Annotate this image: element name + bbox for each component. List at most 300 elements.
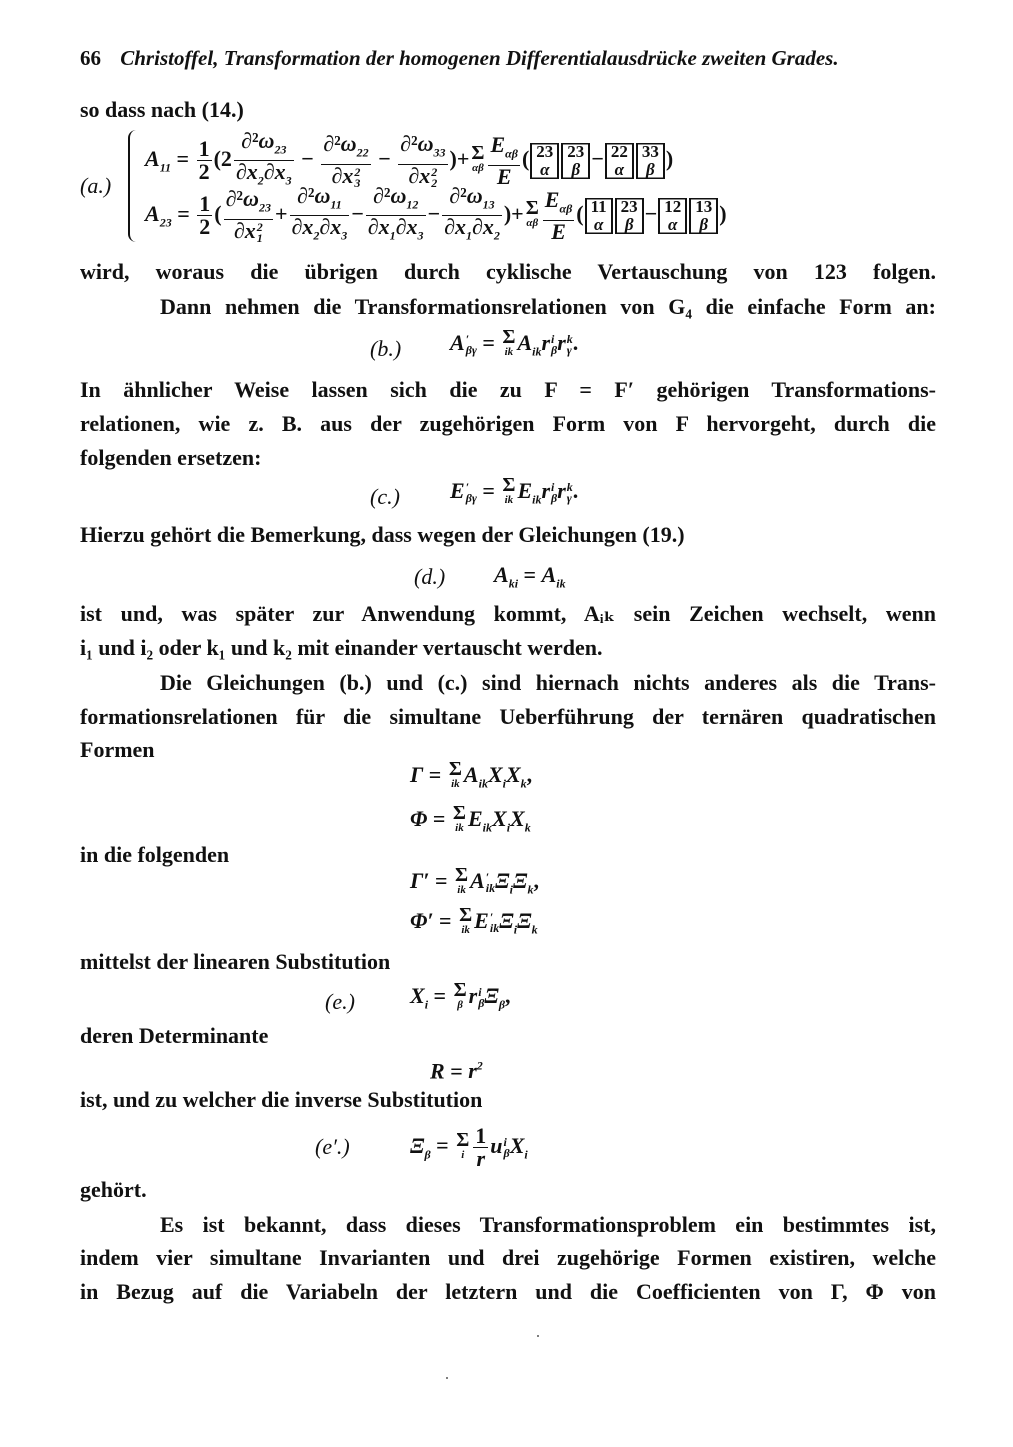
scan-speck xyxy=(537,1335,539,1337)
math-text: ∂² xyxy=(297,183,315,208)
variable-name: x xyxy=(274,159,286,185)
math-text: 2 xyxy=(199,214,211,240)
superscript: ′ xyxy=(489,910,494,924)
math-variable xyxy=(410,868,429,893)
variable-name: x xyxy=(342,162,354,188)
subscript: k xyxy=(527,882,534,897)
math-variable xyxy=(274,159,292,188)
math-variable xyxy=(454,214,472,243)
math-variable xyxy=(468,1058,483,1083)
subscript: ik xyxy=(532,492,542,507)
equation-label-c: (c.) xyxy=(370,484,400,509)
text-line: i₁ und i₂ oder k₁ und k₂ mit einander vertauscht werden. xyxy=(80,635,603,660)
subscript: γ xyxy=(566,491,572,505)
math-text: ∂ xyxy=(331,162,343,188)
math-variable xyxy=(490,132,518,161)
math-text: ( xyxy=(214,200,222,226)
math-text: = xyxy=(430,1132,455,1158)
math-variable xyxy=(482,214,500,243)
christoffel-symbol xyxy=(689,198,718,234)
subscript: β xyxy=(498,997,506,1012)
math-text: ∂ xyxy=(235,159,247,185)
math-text: ∂² xyxy=(372,183,391,208)
math-variable xyxy=(463,762,488,791)
equation-phi xyxy=(410,802,531,840)
math-variable xyxy=(466,183,495,212)
variable-name: A xyxy=(450,330,465,356)
symbol-top: 12 xyxy=(664,196,682,216)
summation xyxy=(502,326,516,360)
math-text: , xyxy=(505,983,511,1009)
variable-name: Ξ xyxy=(499,908,514,934)
sigma-symbol: Σ xyxy=(471,141,485,164)
math-variable xyxy=(340,131,369,160)
symbol-bottom: α xyxy=(540,159,550,179)
subscript: 22 xyxy=(356,145,369,160)
math-variable xyxy=(541,562,566,591)
subscript: 33 xyxy=(433,145,446,160)
math-variable xyxy=(510,806,531,835)
subscript: γ xyxy=(566,343,572,357)
fraction xyxy=(488,134,519,187)
equation-label-b: (b.) xyxy=(370,336,402,361)
scan-speck xyxy=(446,1377,448,1379)
math-text: = xyxy=(518,562,542,587)
subscript: i xyxy=(509,882,513,897)
subscript: β xyxy=(424,1146,431,1161)
subscript: k xyxy=(531,922,538,937)
math-variable xyxy=(541,478,557,503)
subscript: β xyxy=(551,343,558,357)
symbol-top: 22 xyxy=(610,141,628,161)
math-text: (2 xyxy=(213,145,232,171)
variable-name: E xyxy=(450,478,465,504)
variable-name: ω xyxy=(314,183,331,208)
numerator xyxy=(290,185,350,216)
subscript: β xyxy=(551,491,558,505)
math-text: = xyxy=(428,983,452,1009)
text-line: In ähnlicher Weise lassen sich die zu F = F′ gehörigen Transformations- xyxy=(80,377,936,402)
subscript: ik xyxy=(482,820,493,835)
math-variable xyxy=(487,762,506,791)
variable-name: r xyxy=(468,983,478,1009)
summation-index: ik xyxy=(455,822,464,834)
variable-name: E xyxy=(544,187,560,213)
subscript: 23 xyxy=(258,200,271,215)
math-text: ∂ xyxy=(233,217,245,243)
text-line: Die Gleichungen (b.) und (c.) sind hiernach nichts anderes als die Trans- xyxy=(160,670,936,695)
text-line: formationsrelationen für die simultane Ueberführung der ternären quadratischen xyxy=(80,704,936,729)
text-line: in Bezug auf die Variabeln der letztern und die Coefficienten von Γ, Φ von xyxy=(80,1279,936,1304)
math-text: = xyxy=(171,200,196,226)
text-line: mittelst der linearen Substitution xyxy=(80,949,391,974)
variable-name: x xyxy=(454,214,466,240)
text-line: ist, und zu welcher die inverse Substitution xyxy=(80,1087,483,1112)
fraction xyxy=(398,133,447,188)
math-variable xyxy=(499,908,518,937)
math-variable xyxy=(469,983,485,1008)
symbol-bottom: β xyxy=(624,214,634,234)
page-number: 66 xyxy=(80,46,101,70)
summation-index: αβ xyxy=(472,161,484,174)
equation-r xyxy=(430,1053,483,1084)
variable-name: x xyxy=(330,214,342,240)
math-text: − xyxy=(295,145,320,171)
variable-name: E xyxy=(517,478,533,504)
subscript: i xyxy=(506,820,511,835)
equation-gamma-prime xyxy=(410,864,540,902)
fraction xyxy=(473,1125,488,1170)
variable-name: X xyxy=(487,762,503,788)
sigma-symbol: Σ xyxy=(456,1128,470,1151)
math-variable xyxy=(470,868,495,893)
superscript: 2 xyxy=(476,1059,483,1073)
variable-name: A xyxy=(463,762,479,788)
subscript: 3 xyxy=(285,173,292,188)
superscript: k xyxy=(566,480,573,494)
math-variable xyxy=(551,219,566,244)
equation-e xyxy=(410,979,511,1017)
equation-gamma xyxy=(410,758,533,796)
math-variable xyxy=(484,983,506,1012)
math-variable xyxy=(145,145,172,175)
variable-name: A xyxy=(145,145,160,171)
variable-name: ω xyxy=(466,183,483,208)
summation-index: i xyxy=(461,1148,465,1161)
math-variable xyxy=(410,762,423,787)
math-text: 1 xyxy=(475,1123,487,1148)
numerator xyxy=(234,130,294,161)
math-variable xyxy=(430,1058,445,1083)
math-variable xyxy=(517,330,542,359)
symbol-bottom: α xyxy=(668,214,678,234)
text-line: so dass nach (14.) xyxy=(80,97,244,122)
math-variable xyxy=(410,806,427,831)
christoffel-symbol xyxy=(605,143,634,179)
subscript: 1 xyxy=(465,228,472,243)
text-line: folgenden ersetzen: xyxy=(80,445,262,470)
summation xyxy=(453,979,467,1013)
sigma-symbol: Σ xyxy=(459,904,473,926)
variable-name: x xyxy=(246,159,258,185)
equation-label-d: (d.) xyxy=(414,564,446,589)
math-text: = xyxy=(427,806,451,832)
variable-name: X xyxy=(509,1132,525,1158)
math-variable xyxy=(557,478,573,503)
math-text: = xyxy=(476,478,501,504)
symbol-bottom: α xyxy=(614,159,625,179)
math-variable xyxy=(406,214,424,243)
fraction xyxy=(234,130,294,192)
indices xyxy=(466,482,477,504)
summation xyxy=(456,1128,470,1163)
subscript: i xyxy=(424,997,429,1012)
numerator xyxy=(197,138,212,161)
variable-name: x xyxy=(406,214,418,240)
math-text: = xyxy=(171,145,195,171)
math-text: − xyxy=(591,145,604,171)
math-text: )+ xyxy=(449,145,470,171)
variable-name: x xyxy=(244,217,256,243)
math-variable xyxy=(342,163,360,188)
subscript: βγ xyxy=(465,491,477,505)
text-line: relationen, wie z. B. aus der zugehörigen Form von F hervorgeht, durch die xyxy=(80,411,936,436)
subscript: 2 xyxy=(431,175,438,190)
variable-name: Ξ xyxy=(495,868,510,894)
variable-name: A xyxy=(470,868,485,894)
christoffel-symbol xyxy=(636,143,665,179)
math-variable xyxy=(495,868,513,897)
math-text: ∂ xyxy=(263,159,275,185)
superscript: k xyxy=(566,332,573,346)
math-variable xyxy=(410,1132,431,1161)
numerator xyxy=(321,133,370,164)
superscript: 2 xyxy=(354,164,361,179)
symbol-bottom: β xyxy=(645,159,655,179)
sigma-symbol: Σ xyxy=(502,326,516,348)
math-text: = xyxy=(433,908,458,934)
math-variable xyxy=(494,562,519,591)
subscript: 11 xyxy=(159,160,172,175)
subscript: k xyxy=(524,820,531,835)
equation-c xyxy=(450,474,579,512)
math-variable xyxy=(410,908,434,933)
math-variable xyxy=(544,187,573,216)
fraction xyxy=(224,188,273,243)
summation xyxy=(525,196,539,231)
math-variable xyxy=(490,1133,509,1158)
variable-name: ω xyxy=(243,186,259,212)
math-text: . xyxy=(572,330,579,356)
math-text: ( xyxy=(521,145,530,171)
math-variable xyxy=(330,214,348,243)
christoffel-symbol xyxy=(585,198,613,234)
subscript: ik xyxy=(556,576,566,591)
math-text: − xyxy=(372,145,397,171)
superscript: ′ xyxy=(465,480,470,494)
summation-index: β xyxy=(457,999,463,1011)
superscript: i xyxy=(551,332,555,346)
equation-label-e-prime: (e′.) xyxy=(315,1134,350,1159)
math-variable xyxy=(492,806,511,835)
variable-name: X xyxy=(505,762,521,788)
subscript: i xyxy=(502,776,506,791)
math-variable xyxy=(517,478,542,507)
math-variable xyxy=(302,214,320,243)
math-variable xyxy=(513,868,534,897)
summation xyxy=(502,474,516,508)
math-text: 2 xyxy=(198,159,210,185)
variable-name: Γ xyxy=(410,762,424,788)
symbol-top: 33 xyxy=(641,141,659,161)
text-line: Formen xyxy=(80,737,155,762)
denominator xyxy=(543,218,574,244)
superscript: 2 xyxy=(431,164,438,179)
superscript: ′ xyxy=(465,332,470,346)
superscript: i xyxy=(478,985,482,999)
subscript: k xyxy=(520,776,527,791)
math-variable xyxy=(417,131,446,160)
equation-e-prime xyxy=(410,1125,528,1170)
math-text: + xyxy=(274,200,288,226)
sigma-symbol: Σ xyxy=(453,979,467,1001)
math-text: ∂² xyxy=(323,131,341,157)
variable-name: E xyxy=(467,806,483,832)
variable-name: ω xyxy=(390,183,407,208)
subscript: 2 xyxy=(493,228,500,243)
variable-name: X xyxy=(510,806,525,832)
sigma-symbol: Σ xyxy=(452,802,466,824)
variable-name: ω xyxy=(258,128,275,153)
variable-name: R xyxy=(430,1058,445,1084)
text-line: wird, woraus die übrigen durch cyklische Vertauschung von 123 folgen. xyxy=(80,259,936,284)
equation-label-e: (e.) xyxy=(325,989,355,1014)
symbol-top: 11 xyxy=(590,196,607,216)
math-variable xyxy=(505,762,527,791)
math-text: ∂² xyxy=(400,131,418,157)
text-line: deren Determinante xyxy=(80,1023,269,1048)
variable-name: r xyxy=(541,478,551,504)
equation-d xyxy=(494,562,566,596)
math-text: 1 xyxy=(198,136,210,162)
variable-name: Ξ xyxy=(484,983,499,1009)
variable-name: r xyxy=(468,1058,477,1084)
denominator xyxy=(442,216,502,246)
numerator xyxy=(488,134,519,165)
math-variable xyxy=(246,159,264,188)
superscript: i xyxy=(503,1134,507,1149)
variable-name: r xyxy=(476,1146,486,1171)
math-text: ∂² xyxy=(225,186,244,212)
summation-index: ik xyxy=(457,884,466,896)
subscript: 3 xyxy=(417,228,424,243)
math-text: )+ xyxy=(503,200,524,226)
fraction xyxy=(197,138,212,183)
variable-name: r xyxy=(541,330,551,356)
text-line: Hierzu gehört die Bemerkung, dass wegen der Gleichungen (19.) xyxy=(80,522,685,547)
christoffel-symbol xyxy=(615,198,644,234)
indices xyxy=(490,912,499,934)
math-text: ) xyxy=(719,200,727,226)
summation-index: ik xyxy=(451,778,460,790)
variable-name: Ξ xyxy=(513,868,528,894)
numerator xyxy=(224,188,273,219)
numerator xyxy=(473,1125,488,1148)
summation xyxy=(455,864,469,898)
text-line: gehört. xyxy=(80,1177,147,1202)
symbol-bottom: β xyxy=(699,214,709,234)
subscript: ik xyxy=(478,776,488,791)
math-text: − xyxy=(351,200,364,226)
subscript: β xyxy=(503,1145,510,1160)
symbol-bottom: α xyxy=(593,214,604,234)
subscript: 12 xyxy=(406,197,419,212)
math-text: 1 xyxy=(199,191,211,217)
subscript: i xyxy=(524,1146,528,1161)
indices xyxy=(256,219,263,245)
math-text: , xyxy=(533,868,540,894)
subscript: ki xyxy=(508,576,519,591)
superscript: ′ xyxy=(485,870,490,884)
variable-name: x xyxy=(419,162,431,188)
variable-name: r xyxy=(557,330,566,356)
subscript: αβ xyxy=(559,201,573,216)
math-text: = xyxy=(444,1058,469,1084)
math-text: . xyxy=(572,478,579,504)
variable-name: x xyxy=(302,214,314,240)
variable-name: ω xyxy=(417,131,434,157)
math-variable xyxy=(467,806,493,835)
variable-name: Φ xyxy=(410,806,428,832)
math-variable xyxy=(390,183,419,212)
math-text: = xyxy=(429,868,454,894)
subscript: ik xyxy=(485,881,496,895)
variable-name: X xyxy=(492,806,507,832)
math-text: = xyxy=(476,330,501,356)
math-variable xyxy=(477,1146,486,1171)
subscript: 2 xyxy=(313,228,320,243)
superscript: 2 xyxy=(256,219,263,234)
math-text: ∂ xyxy=(444,214,455,240)
sigma-symbol: Σ xyxy=(455,864,469,886)
math-variable xyxy=(474,908,499,933)
math-variable xyxy=(314,183,342,212)
text-line: indem vier simultane Invarianten und drei zugehörige Formen existiren, welche xyxy=(80,1245,936,1270)
variable-name: E xyxy=(474,908,489,934)
variable-name: X xyxy=(410,983,425,1009)
subscript: 13 xyxy=(482,197,495,212)
variable-name: A xyxy=(541,562,557,587)
summation xyxy=(459,904,473,938)
fraction xyxy=(442,185,502,247)
text-line: Es ist bekannt, dass dieses Transformationsproblem ein bestimmtes ist, xyxy=(160,1212,936,1237)
symbol-top: 23 xyxy=(536,141,554,161)
denominator xyxy=(197,161,212,183)
math-text: ( xyxy=(576,200,584,226)
math-variable xyxy=(450,330,477,355)
subscript: βγ xyxy=(465,343,477,357)
subscript: β xyxy=(478,996,485,1010)
math-text: − xyxy=(644,200,658,226)
math-variable xyxy=(145,200,172,230)
variable-name: Γ′ xyxy=(410,868,430,894)
equation-label-a: (a.) xyxy=(80,173,112,198)
subscript: 1 xyxy=(256,230,263,245)
variable-name: E xyxy=(490,132,506,158)
fraction xyxy=(543,189,574,242)
math-variable xyxy=(419,163,437,188)
summation xyxy=(452,802,466,836)
denominator xyxy=(197,216,212,238)
math-variable xyxy=(378,214,396,243)
running-title: Christoffel, Transformation der homogenen Differentialausdrücke zweiten Grades. xyxy=(120,46,839,70)
equation-phi-prime xyxy=(410,904,538,942)
summation-index: ik xyxy=(461,924,470,936)
variable-name: Ξ xyxy=(410,1132,425,1158)
numerator xyxy=(543,189,574,220)
subscript: 1 xyxy=(389,228,396,243)
math-text: ∂ xyxy=(291,214,303,240)
math-variable xyxy=(410,983,429,1012)
math-text: ∂ xyxy=(471,214,483,240)
math-variable xyxy=(557,330,573,355)
denominator xyxy=(473,1148,488,1170)
fraction xyxy=(197,193,212,238)
summation xyxy=(448,758,462,792)
indices xyxy=(486,872,495,894)
variable-name: A xyxy=(494,562,509,587)
brace xyxy=(128,130,140,242)
